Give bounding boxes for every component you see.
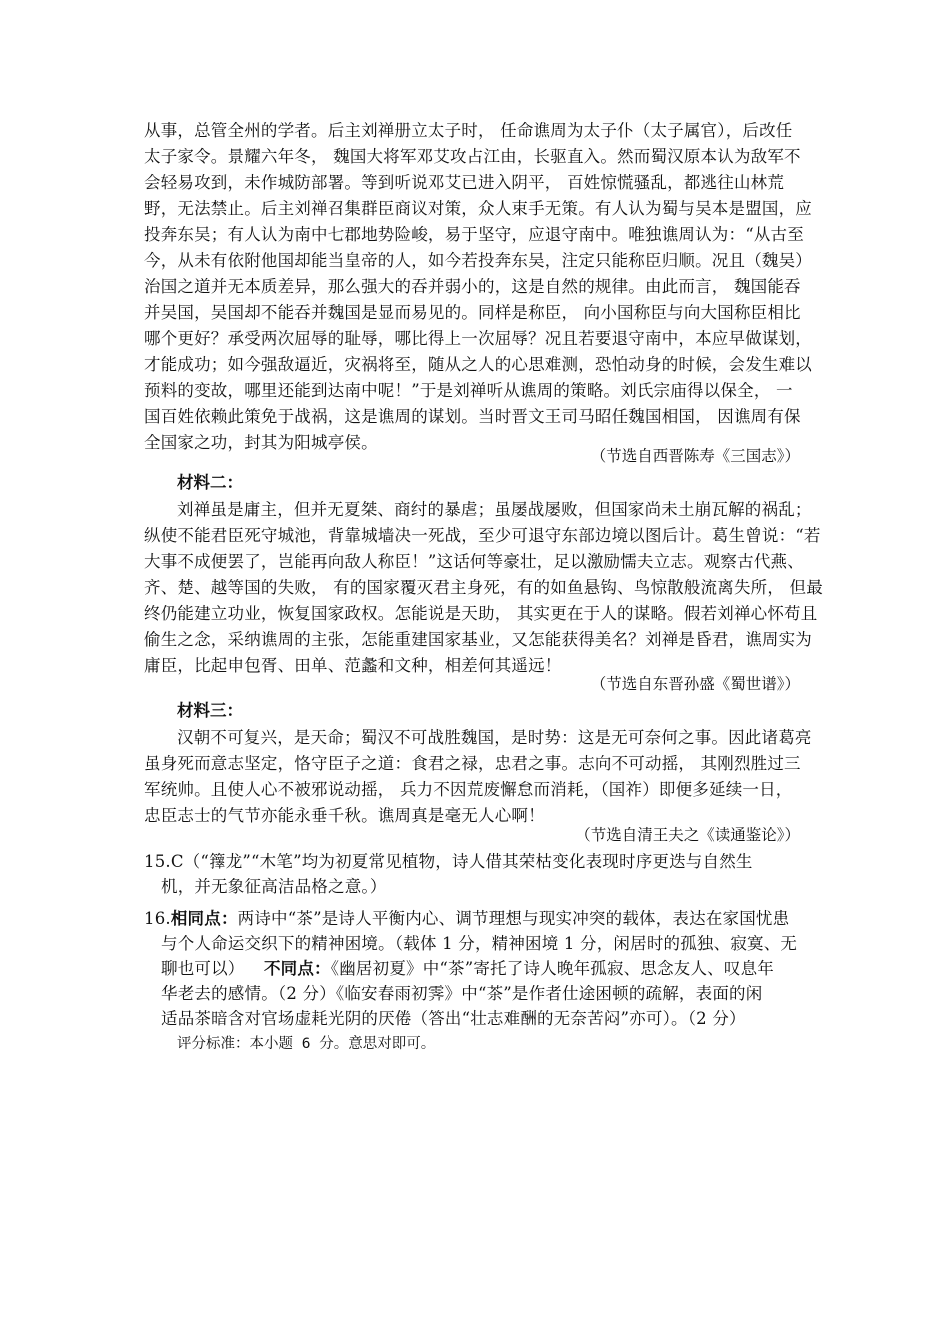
answer16-line bbox=[144, 908, 789, 930]
answer16-line: 与个人命运交织下的精神困境。（载体 1 分，精神困境 1 分，闲居时的孤独、寂寞、无 bbox=[161, 934, 798, 953]
material1-line: 预料的变故，哪里还能到达南中呢！”于是刘禅听从谯周的策略。刘氏宗庙得以保全， 一 bbox=[144, 381, 793, 400]
material2-line: 齐、楚、越等国的失败， 有的国家覆灭君主身死，有的如鱼悬钩、鸟惊散般流离失所， 但最 bbox=[144, 578, 823, 597]
answer16-line bbox=[161, 958, 774, 980]
different-point-label: 不同点： bbox=[263, 959, 331, 978]
material1-line: 会轻易攻到，未作城防部署。等到听说邓艾已进入阴平， 百姓惊慌骚乱，都逃往山林荒 bbox=[144, 173, 785, 192]
material3-line: 汉朝不可复兴，是天命；蜀汉不可战胜魏国，是时势：这是无可奈何之事。因此诸葛亮 bbox=[177, 728, 812, 747]
material1-source: （节选自西晋陈寿《三国志》） bbox=[590, 447, 800, 465]
answer15-line: 15.C（“籜龙”“木笔”均为初夏常见植物，诗人借其荣枯变化表现时序更迭与自然生 bbox=[144, 852, 753, 871]
answer16-text: 聊也可以） bbox=[161, 959, 250, 978]
material2-line: 庸臣，比起申包胥、田单、范蠡和文种，相差何其遥远！ bbox=[144, 656, 562, 675]
material1-line: 才能成功；如今强敌逼近，灾祸将至，随从之人的心思难测，恐怕动身的时候，会发生难以 bbox=[144, 355, 812, 374]
material2-line: 偷生之念，采纳谯周的主张，怎能重建国家基业，又怎能获得美名？刘禅是昏君，谯周实为 bbox=[144, 630, 812, 649]
material3-source: （节选自清王夫之《读通鉴论》） bbox=[575, 826, 800, 844]
material1-line: 投奔东吴；有人认为南中七郡地势险峻，易于坚守，应退守南中。唯独谯周认为：“从古至 bbox=[144, 225, 804, 244]
material1-line: 全国家之功，封其为阳城亭侯。 bbox=[144, 433, 378, 452]
material2-line: 终仍能建立功业，恢复国家政权。怎能说是天助， 其实更在于人的谋略。假若刘禅心怀苟且 bbox=[144, 604, 818, 623]
material3-line: 忠臣志士的气节亦能永垂千秋。谯周真是毫无人心啊！ bbox=[144, 806, 545, 825]
same-point-label: 相同点： bbox=[170, 909, 238, 928]
answer16-text: 两诗中“茶”是诗人平衡内心、调节理想与现实冲突的载体，表达在家国忧患 bbox=[237, 909, 790, 928]
material1-line: 国百姓依赖此策免于战祸，这是谯周的谋划。当时晋文王司马昭任魏国相国， 因谯周有保 bbox=[144, 407, 801, 426]
material2-heading: 材料二： bbox=[177, 473, 243, 492]
material3-line: 虽身死而意志坚定，恪守臣子之道：食君之禄，忠君之事。志向不可动摇， 其刚烈胜过三 bbox=[144, 754, 801, 773]
material3-line: 军统帅。且使人心不被邪说动摇， 兵力不因荒废懈怠而消耗，（国祚）即便多延续一日， bbox=[144, 780, 793, 799]
material2-source: （节选自东晋孙盛《蜀世谱》） bbox=[590, 675, 800, 693]
material2-line: 刘禅虽是庸主，但并无夏桀、商纣的暴虐；虽屡战屡败，但国家尚未土崩瓦解的祸乱； bbox=[177, 500, 812, 519]
material1-line: 今，从未有依附他国却能当皇帝的人，如今若投奔东吴，注定只能称臣归顺。况且（魏吴） bbox=[144, 251, 812, 270]
answer16-text: 《幽居初夏》中“茶”寄托了诗人晚年孤寂、思念友人、叹息年 bbox=[330, 959, 774, 978]
material1-line: 治国之道并无本质差异，那么强大的吞并弱小的，这是自然的规律。由此而言， 魏国能吞 bbox=[144, 277, 801, 296]
answer16-line: 适品茶暗含对官场虚耗光阴的厌倦（答出“壮志难酬的无奈苦闷”亦可）。（2 分） bbox=[161, 1009, 746, 1028]
answer16-number: 16. bbox=[144, 909, 171, 928]
answer16-line: 华老去的感情。（2 分）《临安春雨初霁》中“茶”是作者仕途困顿的疏解，表面的闲 bbox=[161, 984, 763, 1003]
answer15-line: 机，并无象征高洁品格之意。） bbox=[161, 877, 387, 896]
material2-line: 大事不成便罢了，岂能再向敌人称臣！”这话何等豪壮，足以激励懦夫立志。观察古代燕、 bbox=[144, 552, 804, 571]
material3-heading: 材料三： bbox=[177, 701, 243, 720]
material1-line: 哪个更好？承受两次屈辱的耻辱，哪比得上一次屈辱？况且若要退守南中，本应早做谋划， bbox=[144, 329, 812, 348]
material1-line: 太子家令。景耀六年冬， 魏国大将军邓艾攻占江由，长驱直入。然而蜀汉原本认为敌军不 bbox=[144, 147, 801, 166]
material1-line: 并吴国，吴国却不能吞并魏国是显而易见的。同样是称臣， 向小国称臣与向大国称臣相比 bbox=[144, 303, 801, 322]
material1-line: 野，无法禁止。后主刘禅召集群臣商议对策，众人束手无策。有人认为蜀与吴本是盟国，应 bbox=[144, 199, 812, 218]
grading-standard: 评分标准：本小题 6 分。意思对即可。 bbox=[177, 1036, 436, 1052]
material1-line: 从事，总管全州的学者。后主刘禅册立太子时， 任命谯周为太子仆（太子属官），后改任 bbox=[144, 121, 793, 140]
material2-line: 纵使不能君臣死守城池，背靠城墙决一死战，至少可退守东部边境以图后计。葛生曾说：“若 bbox=[144, 526, 821, 545]
